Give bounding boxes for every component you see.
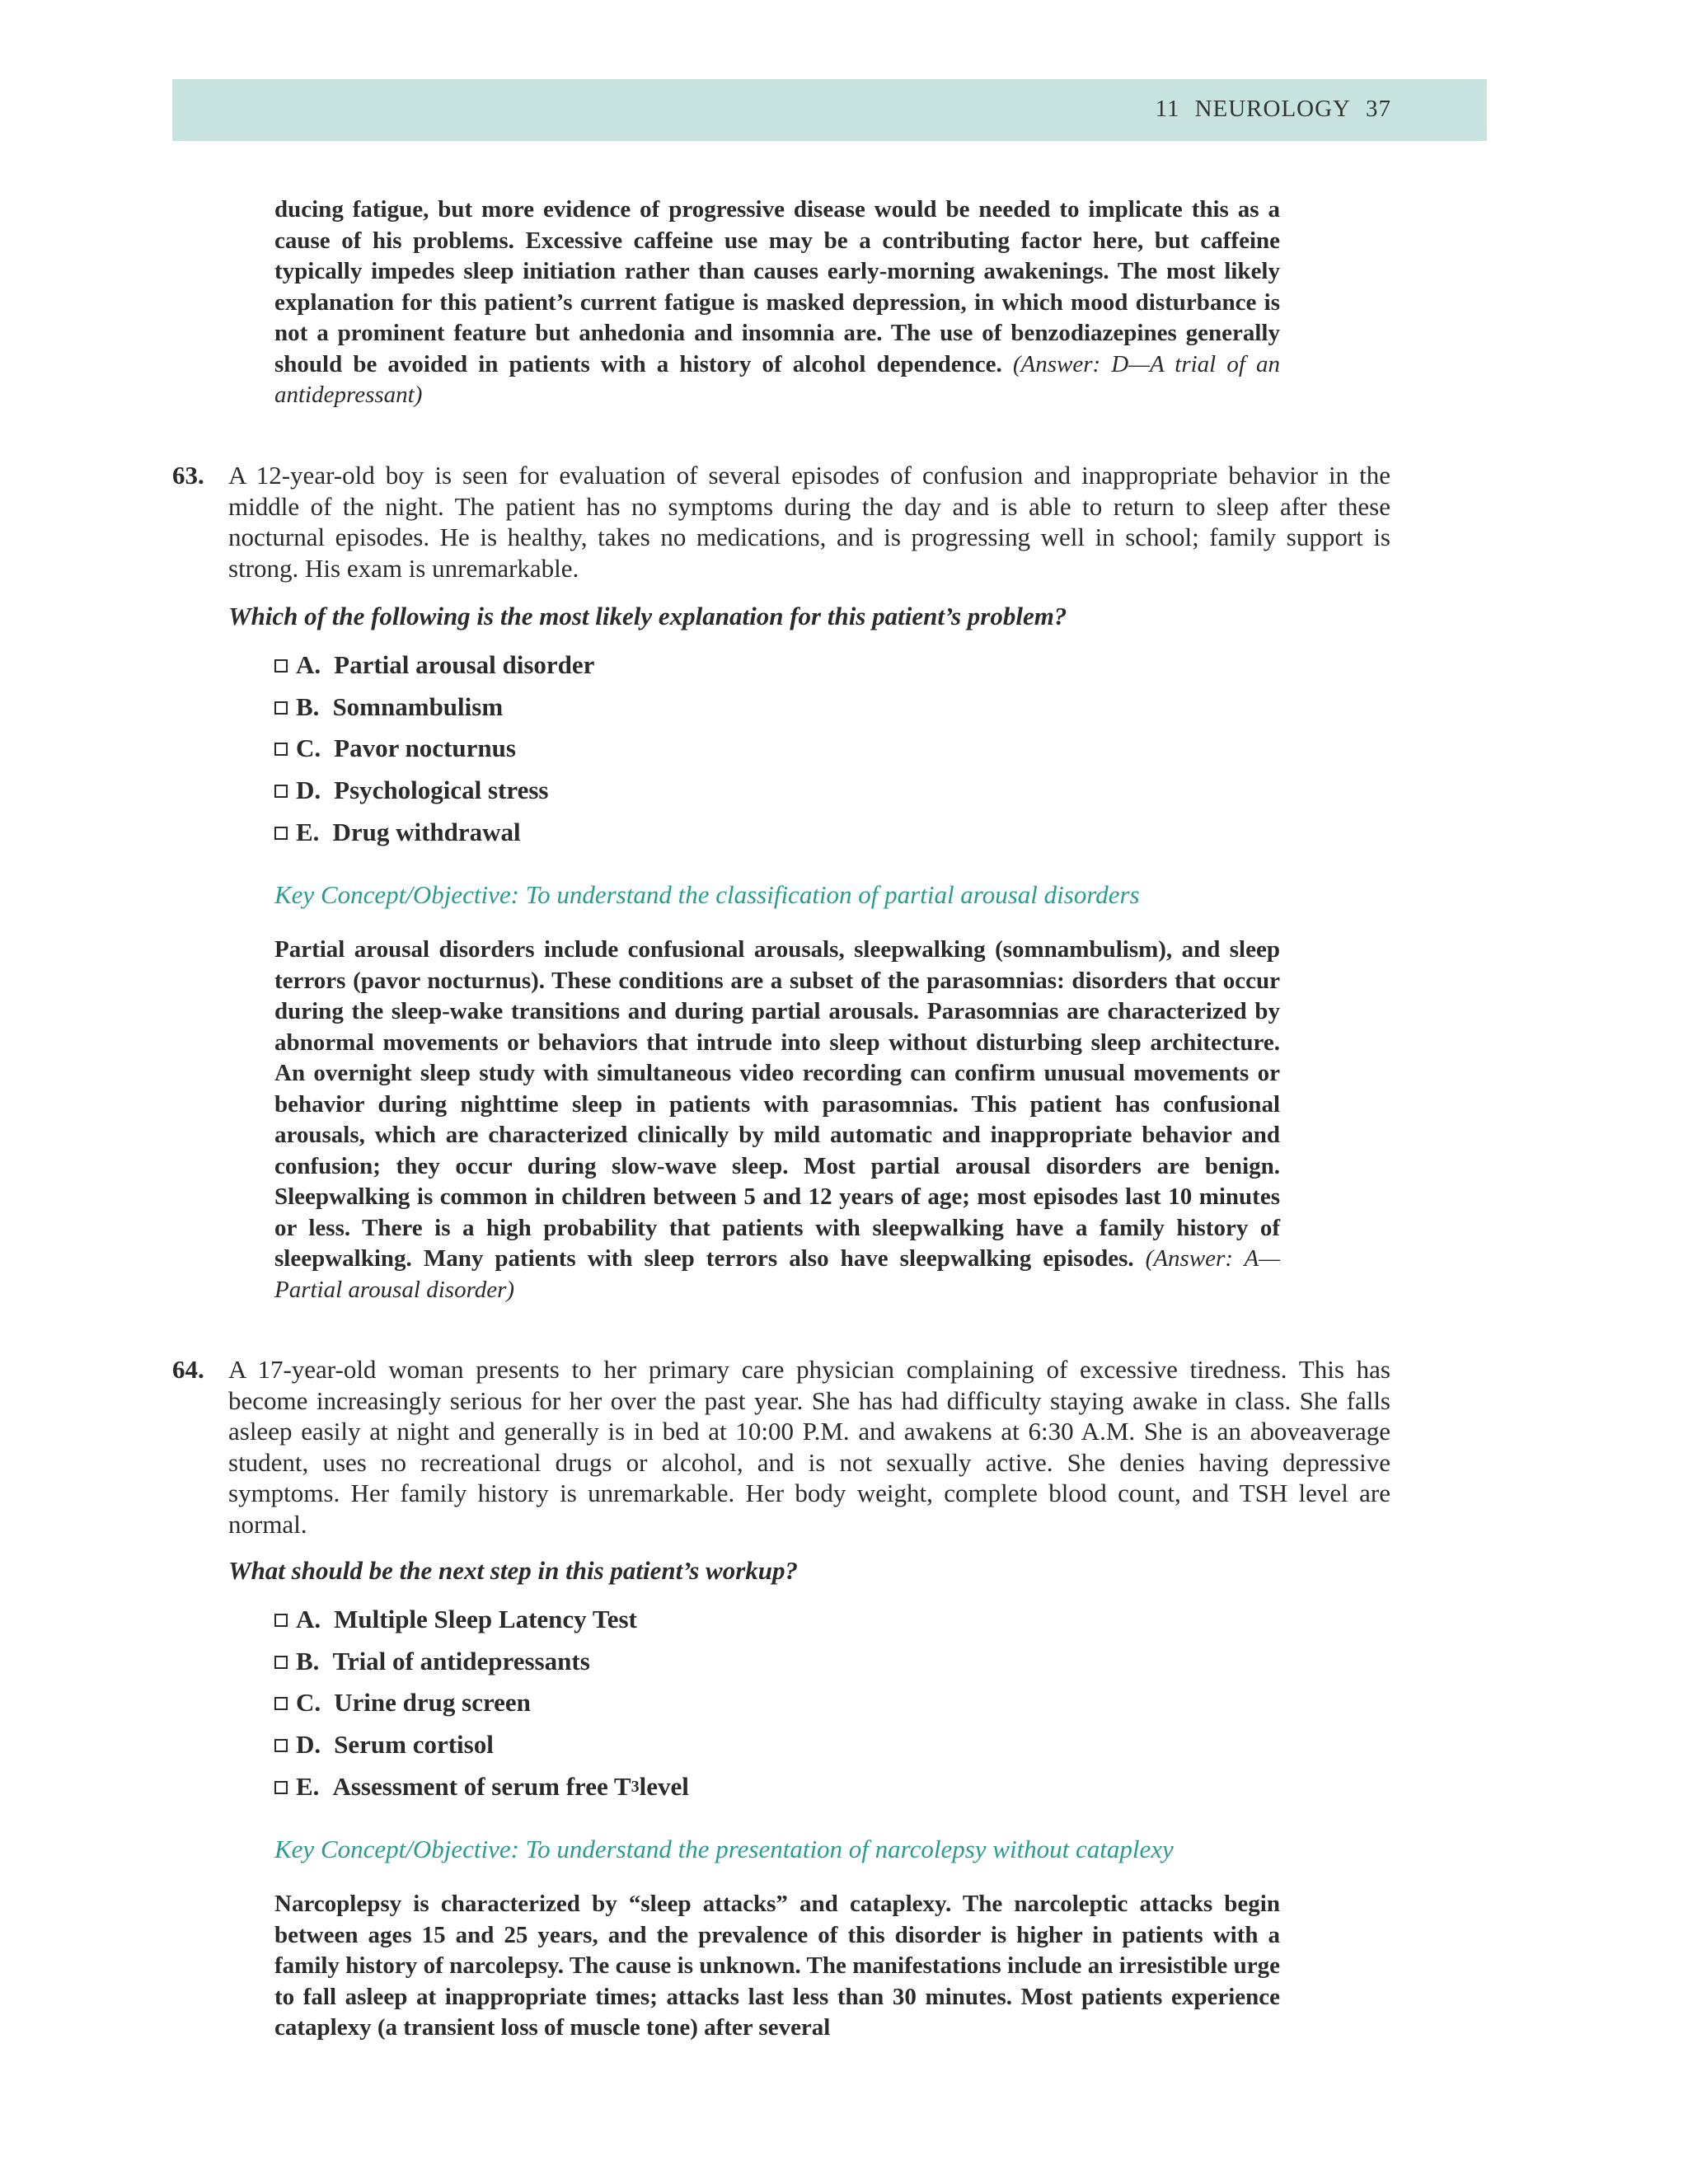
question-number: 63. <box>172 461 204 490</box>
question-number: 64. <box>172 1355 204 1384</box>
checkbox-icon[interactable] <box>274 743 288 756</box>
checkbox-icon[interactable] <box>274 1656 288 1669</box>
option-a[interactable]: A. Partial arousal disorder <box>274 644 594 687</box>
chapter-title: NEUROLOGY <box>1194 96 1351 122</box>
page-header <box>172 79 1487 141</box>
checkbox-icon[interactable] <box>274 1781 288 1794</box>
continuation-text: ducing fatigue, but more evidence of progressive disease would be needed to implicate this as a cause of his problems. Excessive caffeine use may be a contributing factor here, but caffeine typically impedes sleep initiation rather than causes early-morning awakenings. The most likely explanation for this patient’s current fatigue is masked depression, in which mood disturbance is not a prominent feature but anhedonia and insomnia are. The use of benzodiazepines generally should be avoided in patients with a history of alcohol dependence. <box>274 196 1280 377</box>
page-number: 37 <box>1366 96 1391 122</box>
checkbox-icon[interactable] <box>274 785 288 798</box>
option-d[interactable]: D. Serum cortisol <box>274 1724 689 1766</box>
question-text: A 12-year-old boy is seen for evaluation of several episodes of confusion and inappropriate behavior in the middle of the night. The patient has no symptoms during the day and is able to return to sleep after these nocturnal episodes. He is healthy, takes no medications, and is progressing well in school; family support is strong. His exam is unremarkable. <box>228 461 1390 583</box>
option-b[interactable]: B. Trial of antidepressants <box>274 1641 689 1683</box>
question-64-key-concept: Key Concept/Objective: To understand the presentation of narcolepsy without cataplexy <box>274 1835 1174 1863</box>
question-64-stem <box>172 1354 1390 1540</box>
continuation-explanation <box>274 194 1280 411</box>
option-c[interactable]: C. Urine drug screen <box>274 1682 689 1724</box>
option-e[interactable]: E. Drug withdrawal <box>274 811 594 853</box>
checkbox-icon[interactable] <box>274 1697 288 1710</box>
checkbox-icon[interactable] <box>274 659 288 673</box>
checkbox-icon[interactable] <box>274 827 288 840</box>
option-e[interactable]: E. Assessment of serum free T 3 level <box>274 1765 689 1807</box>
option-b[interactable]: B. Somnambulism <box>274 687 594 729</box>
question-64-options <box>274 1599 689 1807</box>
option-c[interactable]: C. Pavor nocturnus <box>274 728 594 770</box>
continuation-answer: (Answer: D—A trial of an antidepressant) <box>274 350 1281 408</box>
question-63-stem <box>172 460 1390 583</box>
checkbox-icon[interactable] <box>274 1614 288 1627</box>
question-63-prompt: Which of the following is the most likely explanation for this patient’s problem? <box>228 602 1067 630</box>
running-head <box>1141 96 1391 123</box>
question-text: A 17-year-old woman presents to her primary care physician complaining of excessive tiredness. This has become increasingly serious for her over the past year. She has had difficulty staying awake in class. She falls asleep easily at night and generally is in bed at 10:00 P.M. and awakens at 6:30 A.M. She is an aboveaverage student, uses no recreational drugs or alcohol, and is not sexually active. She denies having depressive symptoms. Her family history is unremarkable. Her body weight, complete blood count, and TSH level are normal. <box>228 1355 1390 1539</box>
explanation-text: Partial arousal disorders include confusional arousals, sleepwalking (somnambulism), and sleep terrors (pavor nocturnus). These conditions are a subset of the parasomnias: disorders that occur during the sleep-wake transitions and during partial arousals. Parasomnias are characterized by abnormal movements or behaviors that intrude into sleep without disturbing sleep architecture. An overnight sleep study with simultaneous video recording can confirm unusual movements or behavior during nighttime sleep in patients with parasomnias. This patient has confusional arousals, which are characterized clinically by mild automatic and inappropriate behavior and confusion; they occur during slow-wave sleep. Most partial arousal disorders are benign. Sleepwalking is common in children between 5 and 12 years of age; most episodes last 10 minutes or less. There is a high probability that patients with sleepwalking have a family history of sleepwalking. Many patients with sleep terrors also have sleepwalking episodes. <box>274 936 1280 1272</box>
option-a[interactable]: A. Multiple Sleep Latency Test <box>274 1599 689 1641</box>
question-63-explanation <box>274 935 1280 1305</box>
option-d[interactable]: D. Psychological stress <box>274 770 594 812</box>
checkbox-icon[interactable] <box>274 1739 288 1752</box>
question-63-key-concept: Key Concept/Objective: To understand the classification of partial arousal disorders <box>274 880 1140 909</box>
question-64-prompt: What should be the next step in this patient’s workup? <box>228 1556 799 1585</box>
answer-note: (Answer: A—Partial arousal disorder) <box>274 1245 1281 1303</box>
question-63-options <box>274 644 594 853</box>
chapter-number: 11 <box>1155 96 1180 122</box>
question-64-explanation: Narcoplepsy is characterized by “sleep attacks” and cataplexy. The narcoleptic attacks begin between ages 15 and 25 years, and the prevalence of this disorder is higher in patients with a family history of narcolepsy. The cause is unknown. The manifestations include an irresistible urge to fall asleep at inappropriate times; attacks last less than 30 minutes. Most patients experience cataplexy (a transient loss of muscle tone) after several <box>274 1891 1280 2041</box>
checkbox-icon[interactable] <box>274 701 288 715</box>
